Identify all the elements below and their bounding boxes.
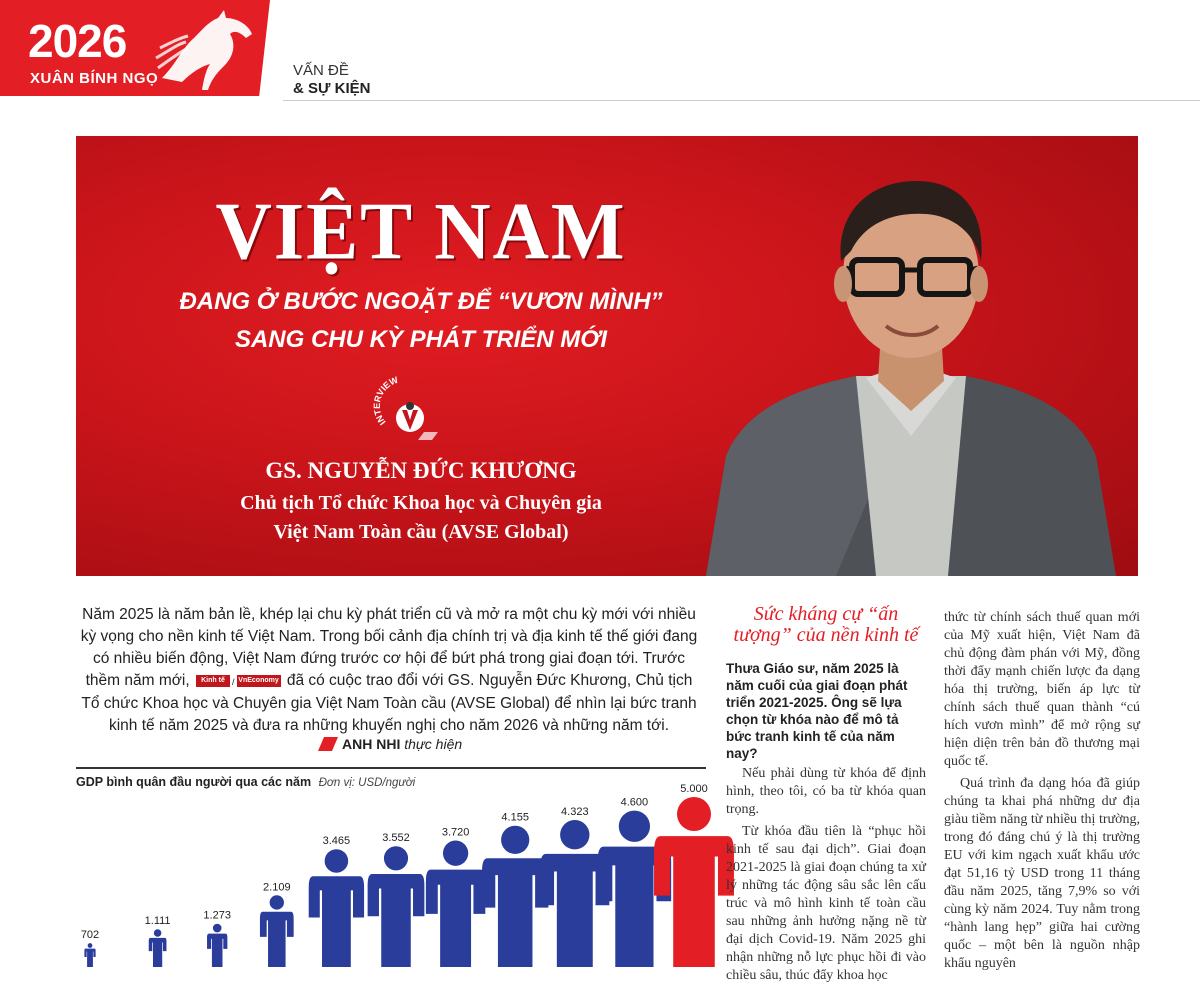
interview-question: Thưa Giáo sư, năm 2025 là năm cuối của giai đoạn phát triển 2021-2025. Ông sẽ lựa chọn từ khóa nào để mô tả bức tranh kinh tế của năm nay? <box>726 661 908 761</box>
chart-value-label-2: 1.273 <box>203 909 231 922</box>
paragraph: Từ khóa đầu tiên là “phục hồi kinh tế sau đại dịch”. Giai đoạn 2021-2025 là giai đoạn chúng ta xử lý những tác động sâu sắc lên cấu trúc và mô hình kinh tế toàn cầu sau những ảnh hưởng nặng nề từ đại dịch Covid-19. Năm 2025 ghi nhận những nỗ lực phục hồi đi vào chiều sâu, thúc đẩy khoa học <box>726 824 926 983</box>
byline-role: thực hiện <box>404 736 463 752</box>
chart-value-label-6: 3.720 <box>441 826 470 839</box>
chart-title <box>76 775 415 789</box>
chart-bar-1 <box>149 929 167 967</box>
interviewee-role-2: Việt Nam Toàn cầu (AVSE Global) <box>273 521 569 543</box>
paragraph: Nếu phải dùng từ khóa để định hình, theo tôi, có ba từ khóa quan trọng. <box>726 766 926 817</box>
horse-icon <box>152 8 262 92</box>
chart-value-label-0: 702 <box>80 929 100 942</box>
chart-bar-7 <box>482 826 548 967</box>
interview-label: INTERVIEW <box>372 376 400 428</box>
chart-bar-10 <box>654 797 734 967</box>
chart-bar-5 <box>368 846 425 967</box>
chart-value-label-10: 5.000 <box>680 783 708 795</box>
chart-value-label-5: 3.552 <box>382 832 410 845</box>
byline <box>318 736 462 754</box>
lead-paragraph: Năm 2025 là năm bản lề, khép lại chu kỳ phát triển cũ và mở ra một chu kỳ mới với nhiều kỳ vọng cho nền kinh tế Việt Nam. Trong bối cảnh địa chính trị và địa kinh tế thế giới đang có nhiều biến động, Việt Nam đứng trước cơ hội để bứt phá trong giai đoạn tới. Trước thềm năm mới, Kinh tế / VnEconomy đã có cuộc trao đổi với GS. Nguyễn Đức Khương, Chủ tịch Tổ chức Khoa học và Chuyên gia Việt Nam Toàn cầu (AVSE Global) để nhìn lại bức tranh kinh tế năm 2025 và đưa ra những khuyến nghị cho năm 2026 và những năm tới. <box>80 606 698 734</box>
section-label-2: & SỰ KIỆN <box>293 80 371 97</box>
lead-text-1: Năm 2025 là năm bản lề, khép lại chu kỳ phát triển cũ và mở ra một chu kỳ mới với nhiều kỳ vọng cho nền kinh tế Việt Nam. Trong bối cảnh địa chính trị và địa kinh tế thế giới đang có nhiều biến động, Việt Nam đứng trước cơ hội để bứt phá trong giai đoạn tới. Trước thềm năm mới, <box>80 606 698 689</box>
article-column-3 <box>944 609 1140 977</box>
chart-unit: Đơn vị: USD/người <box>318 777 416 789</box>
vneconomy-logo: VnEconomy <box>237 675 281 687</box>
chart-value-label-1: 1.111 <box>144 915 171 928</box>
chart-value-label-3: 2.109 <box>263 881 291 894</box>
feature-banner <box>76 136 1138 576</box>
column-2-body <box>726 765 926 985</box>
paragraph: Quá trình đa dạng hóa đã giúp chúng ta khai phá những dư địa giàu tiềm năng từ nhiều thị trường, trong đó đáng chú ý là thị trường EU với kim ngạch xuất khẩu ước đạt 51,16 tỷ USD trong 11 tháng đầu năm 2025, tăng 7,9% so với cùng kỳ năm 2024. Tuy nằm trong “hành lang hẹp” giữa hai cường quốc – một bên là nguồn nhập khẩu nguyên <box>944 776 1140 971</box>
interviewee-portrait <box>686 156 1138 576</box>
chart-value-label-4: 3.465 <box>322 835 351 848</box>
chart-value-label-8: 4.323 <box>561 806 589 819</box>
byline-mark-icon <box>318 737 338 751</box>
banner-title: VIỆT NAM <box>215 184 627 277</box>
interviewee-role-1: Chủ tịch Tổ chức Khoa học và Chuyên gia <box>240 492 602 514</box>
chart-bar-6 <box>426 841 485 967</box>
article-column-2 <box>726 604 926 989</box>
paragraph: thức từ chính sách thuế quan mới của Mỹ xuất hiện, Việt Nam đã chủ động đàm phán với Mỹ, đồng thời đẩy mạnh chiến lược đa dạng hóa thị trường, biến áp lực từ chính sách thuế quan thành “cú hích vươn mình” để mở rộng sự hiện diện trên bản đồ thương mại quốc tế. <box>944 610 1140 769</box>
page-header <box>0 0 1200 104</box>
chart-value-label-7: 4.155 <box>501 811 529 824</box>
banner-subtitle-2: SANG CHU KỲ PHÁT TRIỂN MỚI <box>234 326 608 353</box>
svg-text:INTERVIEW <box>372 376 400 427</box>
chart-title-text: GDP bình quân đầu người qua các năm <box>76 775 312 789</box>
chart-value-label-9: 4.600 <box>620 796 649 809</box>
chart-bar-2 <box>207 924 227 967</box>
interview-logo-icon <box>372 376 442 446</box>
kinh-te-logo: Kinh tế <box>196 675 230 687</box>
year-label: 2026 <box>28 15 127 67</box>
chart-bar-3 <box>260 895 294 967</box>
chart-divider <box>76 767 706 769</box>
section-label-1: VẤN ĐỀ <box>293 62 349 79</box>
chart-bar-4 <box>309 849 364 967</box>
year-subtitle: XUÂN BÍNH NGỌ <box>30 70 159 87</box>
section-heading: Sức kháng cự “ấn tượng” của nền kinh tế <box>733 603 919 646</box>
header-divider <box>283 100 1200 101</box>
lead-text-2: đã có cuộc trao đổi với GS. Nguyễn Đức Khương, Chủ tịch Tổ chức Khoa học và Chuyên gia Việt Nam Toàn cầu (AVSE Global) để nhìn lại bức tranh kinh tế năm 2025 và đưa ra những khuyến nghị cho năm 2026 và những năm tới. <box>81 672 697 734</box>
column-3-body <box>944 609 1140 973</box>
interviewee-name: GS. NGUYỄN ĐỨC KHƯƠNG <box>265 458 577 483</box>
byline-author: ANH NHI <box>342 736 401 752</box>
chart-bar-0 <box>84 943 95 967</box>
banner-subtitle-1: ĐANG Ở BƯỚC NGOẶT ĐỂ “VƯƠN MÌNH” <box>179 288 663 315</box>
